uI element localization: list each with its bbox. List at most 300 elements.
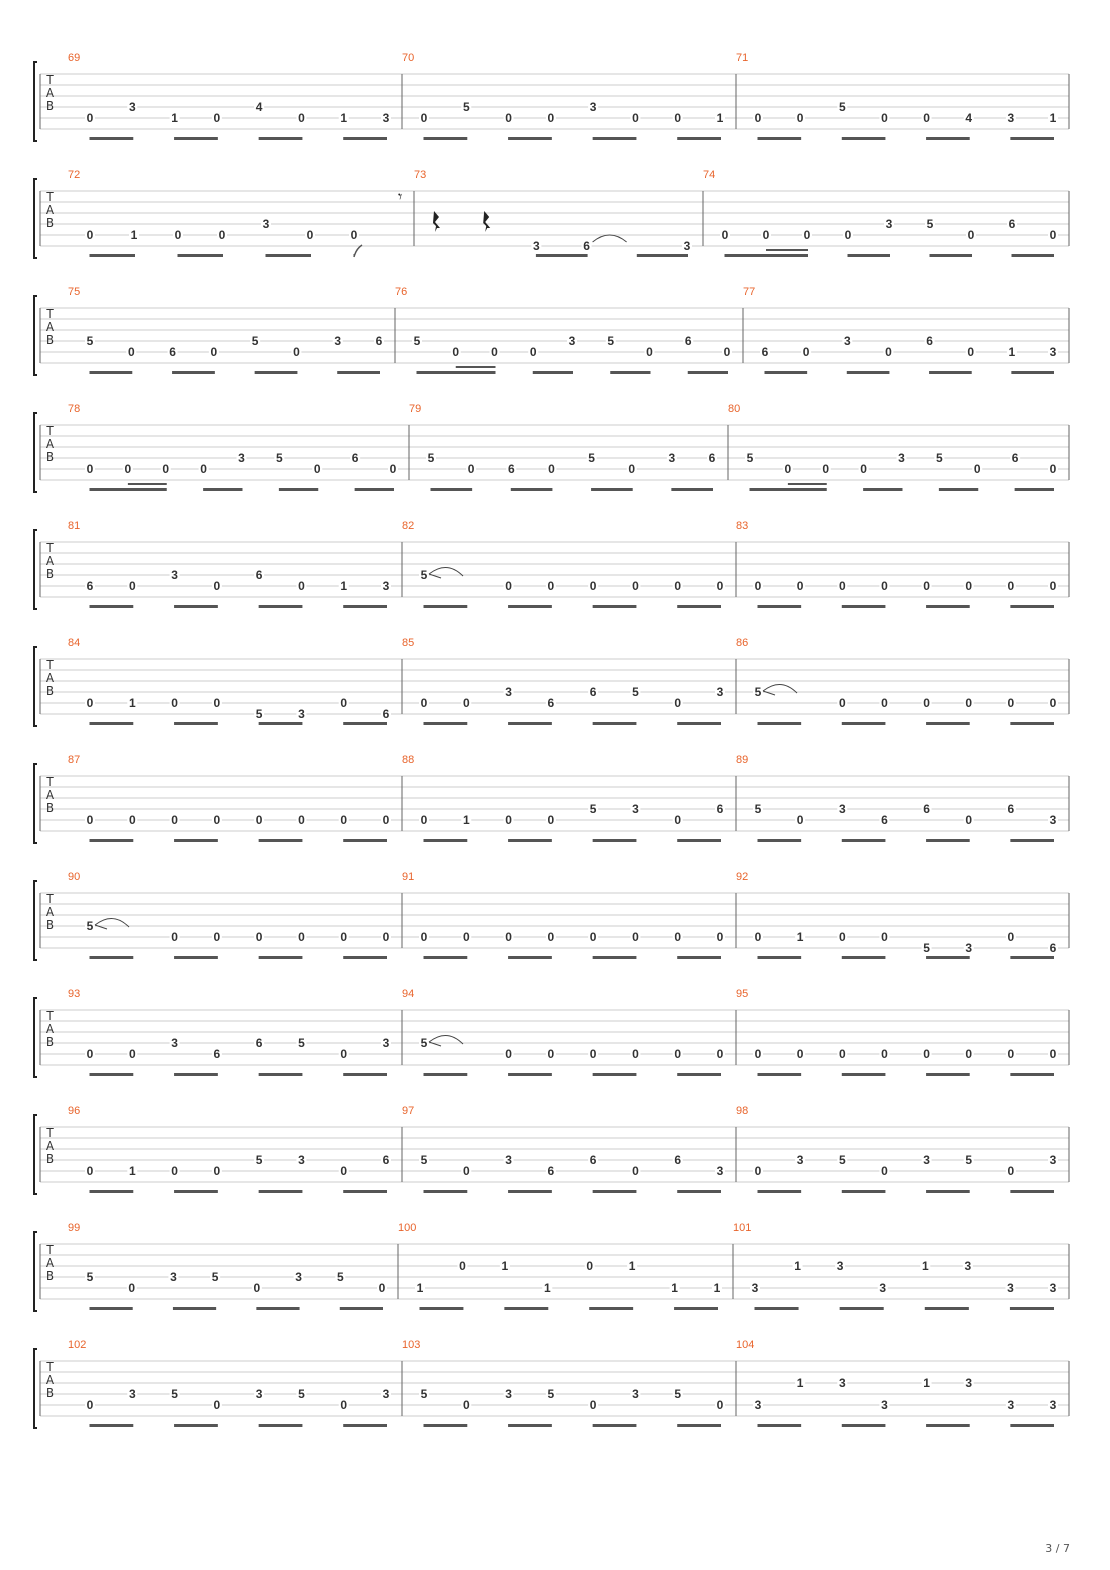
beam <box>175 722 218 725</box>
fret-number: 1 <box>713 1281 721 1295</box>
tab-clef-letter: B <box>45 1269 55 1283</box>
fret-number: 0 <box>420 930 428 944</box>
beam <box>175 1073 218 1076</box>
fret-number: 0 <box>293 345 300 359</box>
beam <box>675 1307 718 1310</box>
beam <box>725 254 808 257</box>
beam <box>178 254 223 257</box>
tab-clef-letter: T <box>46 190 54 204</box>
beam <box>1011 956 1054 959</box>
beam <box>533 371 573 374</box>
tab-clef-letter: A <box>45 905 55 919</box>
fret-number: 5 <box>746 451 754 465</box>
fret-number: 3 <box>965 941 973 955</box>
fret-number: 3 <box>589 100 597 114</box>
fret-number: 5 <box>298 1387 305 1401</box>
tab-clef-letter: T <box>46 541 54 555</box>
beam <box>340 1307 383 1310</box>
beam <box>424 956 467 959</box>
beam <box>173 371 215 374</box>
beam <box>259 1424 302 1427</box>
fret-number: 0 <box>298 111 305 125</box>
fret-number: 0 <box>885 345 892 359</box>
fret-number: 0 <box>838 930 846 944</box>
beam <box>175 839 218 842</box>
beam <box>678 839 721 842</box>
beam <box>593 1073 636 1076</box>
fret-number: 3 <box>885 217 893 231</box>
fret-number: 0 <box>796 111 804 125</box>
fret-number: 6 <box>382 1153 390 1167</box>
fret-number: 3 <box>171 568 178 582</box>
system-bracket <box>34 881 37 960</box>
measure-number: 81 <box>68 520 81 532</box>
beam <box>593 722 636 725</box>
beam <box>758 137 801 140</box>
fret-number: 0 <box>632 930 639 944</box>
fret-number: 6 <box>382 707 390 721</box>
fret-number: 0 <box>723 345 731 359</box>
beam <box>750 488 827 491</box>
fret-number: 0 <box>1007 1164 1015 1178</box>
fret-number: 3 <box>298 707 305 721</box>
fret-number: 5 <box>547 1387 555 1401</box>
fret-number: 0 <box>632 1164 639 1178</box>
fret-number: 0 <box>822 462 830 476</box>
fret-number: 3 <box>879 1281 887 1295</box>
fret-number: 0 <box>838 1047 846 1061</box>
fret-number: 1 <box>128 1164 136 1178</box>
tab-clef-letter: B <box>45 801 55 815</box>
fret-number: 0 <box>754 1047 762 1061</box>
fret-number: 0 <box>881 930 888 944</box>
tab-clef-letter: A <box>45 1256 55 1270</box>
measure-number: 83 <box>736 520 749 532</box>
fret-number: 0 <box>547 111 555 125</box>
fret-number: 6 <box>255 1036 263 1050</box>
beam <box>344 722 387 725</box>
beam <box>925 1307 969 1310</box>
beam <box>259 137 302 140</box>
fret-number: 1 <box>794 1259 801 1273</box>
beam <box>509 722 552 725</box>
tab-clef-letter: A <box>45 86 55 100</box>
tab-clef-letter: T <box>46 1360 54 1374</box>
fret-number: 0 <box>313 462 321 476</box>
fret-number: 3 <box>533 239 540 253</box>
fret-number: 6 <box>674 1153 682 1167</box>
beam <box>1011 605 1054 608</box>
fret-number: 0 <box>860 462 867 476</box>
fret-number: 3 <box>843 334 851 348</box>
fret-number: 0 <box>1007 579 1015 593</box>
fret-number: 0 <box>128 813 136 827</box>
fret-number: 0 <box>589 579 597 593</box>
measure-number: 99 <box>68 1222 81 1234</box>
fret-number: 6 <box>881 813 888 827</box>
fret-number: 1 <box>628 1259 636 1273</box>
fret-number: 0 <box>754 111 762 125</box>
fret-number: 0 <box>965 813 973 827</box>
fret-number: 0 <box>213 696 221 710</box>
system-bracket <box>34 530 37 609</box>
beam <box>842 605 885 608</box>
beam <box>338 371 380 374</box>
beam <box>678 1424 721 1427</box>
system-bracket <box>34 1232 37 1311</box>
measure-number: 86 <box>736 637 749 649</box>
beam <box>758 722 801 725</box>
fret-number: 5 <box>255 707 263 721</box>
measure-number: 87 <box>68 754 81 766</box>
tab-clef-letter: B <box>45 99 55 113</box>
fret-number: 1 <box>128 696 136 710</box>
fret-number: 0 <box>646 345 653 359</box>
fret-number: 0 <box>340 813 348 827</box>
fret-number: 0 <box>973 462 981 476</box>
tab-system <box>34 871 1069 960</box>
beam <box>688 371 728 374</box>
fret-number: 6 <box>1007 802 1015 816</box>
note-flag <box>354 245 362 257</box>
beam <box>593 1424 636 1427</box>
fret-number: 0 <box>1049 1047 1057 1061</box>
system-bracket <box>34 764 37 843</box>
beam <box>204 488 243 491</box>
beam <box>637 254 688 257</box>
measure-number: 101 <box>733 1222 752 1234</box>
beam <box>259 1190 302 1193</box>
fret-number: 3 <box>1049 1281 1057 1295</box>
fret-number: 0 <box>589 1398 597 1412</box>
fret-number: 0 <box>174 228 182 242</box>
fret-number: 5 <box>211 1270 219 1284</box>
tab-clef-letter: A <box>45 1373 55 1387</box>
system-bracket <box>34 296 37 375</box>
beam <box>1010 1307 1054 1310</box>
fret-number: 0 <box>86 696 94 710</box>
fret-number: 0 <box>505 813 512 827</box>
fret-number: 0 <box>86 462 94 476</box>
beam <box>344 1073 387 1076</box>
fret-number: 0 <box>128 1047 136 1061</box>
fret-number: 3 <box>881 1398 888 1412</box>
fret-number: 0 <box>298 579 305 593</box>
fret-number: 0 <box>255 813 263 827</box>
fret-number: 5 <box>420 568 428 582</box>
beam <box>509 137 552 140</box>
fret-number: 4 <box>255 100 263 114</box>
fret-number: 1 <box>501 1259 509 1273</box>
fret-number: 0 <box>213 813 221 827</box>
fret-number: 0 <box>881 696 888 710</box>
beam <box>431 488 472 491</box>
beam <box>424 1190 467 1193</box>
fret-number: 3 <box>716 1164 724 1178</box>
fret-number: 5 <box>420 1387 428 1401</box>
beam <box>344 1424 387 1427</box>
fret-number: 6 <box>1008 217 1016 231</box>
tab-system <box>34 52 1069 141</box>
beam <box>255 371 297 374</box>
beam <box>758 1424 801 1427</box>
fret-number: 0 <box>420 813 428 827</box>
measure-number: 104 <box>736 1339 755 1351</box>
fret-number: 3 <box>334 334 342 348</box>
fret-number: 6 <box>547 696 555 710</box>
fret-number: 0 <box>340 696 348 710</box>
fret-number: 3 <box>255 1387 263 1401</box>
beam <box>840 1307 884 1310</box>
beam <box>592 488 633 491</box>
beam <box>90 605 133 608</box>
quarter-rest <box>433 211 440 232</box>
fret-number: 3 <box>1049 1153 1057 1167</box>
fret-number: 0 <box>881 1164 888 1178</box>
beam <box>417 371 496 374</box>
beam <box>842 956 885 959</box>
fret-number: 0 <box>674 696 682 710</box>
tab-clef-letter: T <box>46 1009 54 1023</box>
fret-number: 0 <box>1007 696 1015 710</box>
fret-number: 3 <box>505 685 512 699</box>
fret-number: 0 <box>382 930 390 944</box>
fret-number: 0 <box>340 1047 348 1061</box>
tab-clef-letter: T <box>46 658 54 672</box>
quarter-rest <box>483 211 490 232</box>
fret-number: 0 <box>462 1398 470 1412</box>
fret-number: 0 <box>213 930 221 944</box>
beam <box>344 956 387 959</box>
tab-clef-letter: A <box>45 671 55 685</box>
beam <box>279 488 318 491</box>
system-bracket <box>34 998 37 1077</box>
fret-number: 5 <box>86 334 94 348</box>
beam <box>266 254 311 257</box>
beam <box>259 956 302 959</box>
sub-beam <box>766 249 808 251</box>
fret-number: 0 <box>716 1398 724 1412</box>
beam <box>758 605 801 608</box>
fret-number: 1 <box>1008 345 1016 359</box>
fret-number: 0 <box>213 111 221 125</box>
fret-number: 1 <box>796 930 804 944</box>
measure-number: 97 <box>402 1105 415 1117</box>
fret-number: 0 <box>881 579 888 593</box>
fret-number: 3 <box>238 451 245 465</box>
beam <box>424 722 467 725</box>
fret-number: 3 <box>1007 1281 1014 1295</box>
fret-number: 0 <box>754 1164 762 1178</box>
fret-number: 5 <box>420 1036 428 1050</box>
fret-number: 0 <box>547 813 555 827</box>
tab-clef-letter: B <box>45 216 55 230</box>
fret-number: 6 <box>169 345 176 359</box>
beam <box>175 956 218 959</box>
beam <box>424 137 467 140</box>
measure-number: 73 <box>414 169 427 181</box>
measure-number: 72 <box>68 169 81 181</box>
fret-number: 3 <box>1007 111 1015 125</box>
fret-number: 0 <box>171 1164 178 1178</box>
beam <box>420 1307 463 1310</box>
measure-number: 93 <box>68 988 81 1000</box>
fret-number: 3 <box>171 1036 178 1050</box>
tab-clef-letter: B <box>45 1035 55 1049</box>
beam <box>927 1424 970 1427</box>
fret-number: 3 <box>838 1376 846 1390</box>
fret-number: 0 <box>589 1047 597 1061</box>
tab-clef-letter: T <box>46 424 54 438</box>
page-number: 3 / 7 <box>1045 1542 1070 1555</box>
fret-number: 3 <box>632 1387 639 1401</box>
fret-number: 0 <box>253 1281 261 1295</box>
fret-number: 0 <box>632 1047 639 1061</box>
beam <box>927 1073 970 1076</box>
fret-number: 0 <box>124 462 132 476</box>
fret-number: 0 <box>1049 696 1057 710</box>
beam <box>257 1307 300 1310</box>
beam <box>344 605 387 608</box>
fret-number: 6 <box>923 802 930 816</box>
beam <box>259 1073 302 1076</box>
fret-number: 0 <box>674 111 682 125</box>
measure-number: 92 <box>736 871 749 883</box>
fret-number: 1 <box>130 228 138 242</box>
measure-number: 82 <box>402 520 415 532</box>
beam <box>90 137 133 140</box>
fret-number: 5 <box>420 1153 428 1167</box>
fret-number: 0 <box>389 462 397 476</box>
fret-number: 0 <box>1049 579 1057 593</box>
tab-clef-letter: B <box>45 333 55 347</box>
measure-number: 71 <box>736 52 749 64</box>
beam <box>842 137 885 140</box>
beam <box>927 722 970 725</box>
beam <box>509 956 552 959</box>
beam <box>344 137 387 140</box>
fret-number: 0 <box>923 579 930 593</box>
fret-number: 0 <box>762 228 770 242</box>
beam <box>424 1424 467 1427</box>
fret-number: 0 <box>213 1398 221 1412</box>
fret-number: 3 <box>1049 1398 1057 1412</box>
fret-number: 1 <box>671 1281 678 1295</box>
beam <box>927 956 970 959</box>
fret-number: 0 <box>796 579 804 593</box>
fret-number: 0 <box>674 1047 682 1061</box>
beam <box>90 254 135 257</box>
tab-system <box>34 1222 1069 1311</box>
fret-number: 0 <box>467 462 475 476</box>
fret-number: 1 <box>462 813 470 827</box>
system-bracket <box>34 413 37 492</box>
fret-number: 6 <box>1011 451 1019 465</box>
tab-clef-letter: B <box>45 1152 55 1166</box>
fret-number: 0 <box>967 228 975 242</box>
beam <box>1011 722 1054 725</box>
fret-number: 0 <box>213 579 221 593</box>
fret-number: 0 <box>505 930 512 944</box>
beam <box>758 956 801 959</box>
fret-number: 3 <box>568 334 576 348</box>
measure-number: 90 <box>68 871 81 883</box>
sub-beam <box>128 483 167 485</box>
fret-number: 0 <box>382 813 390 827</box>
beam <box>765 371 807 374</box>
fret-number: 6 <box>547 1164 555 1178</box>
fret-number: 0 <box>340 930 348 944</box>
fret-number: 0 <box>86 111 94 125</box>
system-bracket <box>34 647 37 726</box>
fret-number: 0 <box>674 813 682 827</box>
fret-number: 3 <box>716 685 724 699</box>
fret-number: 0 <box>674 930 682 944</box>
fret-number: 5 <box>607 334 615 348</box>
beam <box>344 839 387 842</box>
beam <box>1011 137 1054 140</box>
fret-number: 3 <box>128 1387 136 1401</box>
measure-number: 77 <box>743 286 756 298</box>
beam <box>424 605 467 608</box>
fret-number: 3 <box>382 111 390 125</box>
fret-number: 0 <box>923 111 930 125</box>
measure-number: 102 <box>68 1339 87 1351</box>
fret-number: 0 <box>200 462 207 476</box>
fret-number: 5 <box>754 802 762 816</box>
measure-number: 69 <box>68 52 81 64</box>
fret-number: 0 <box>838 579 846 593</box>
beam <box>842 722 885 725</box>
tab-clef-letter: T <box>46 1243 54 1257</box>
fret-number: 3 <box>898 451 905 465</box>
fret-number: 3 <box>923 1153 930 1167</box>
fret-number: 6 <box>589 1153 597 1167</box>
fret-number: 3 <box>295 1270 302 1284</box>
fret-number: 1 <box>923 1376 930 1390</box>
beam <box>672 488 713 491</box>
fret-number: 3 <box>632 802 639 816</box>
fret-number: 0 <box>171 813 178 827</box>
fret-number: 0 <box>529 345 537 359</box>
fret-number: 6 <box>255 568 263 582</box>
system-bracket <box>34 62 37 141</box>
beam <box>590 1307 633 1310</box>
sub-beam <box>788 483 827 485</box>
fret-number: 0 <box>838 696 846 710</box>
fret-number: 3 <box>965 1376 973 1390</box>
fret-number: 3 <box>128 100 136 114</box>
fret-number: 3 <box>668 451 676 465</box>
measure-number: 78 <box>68 403 81 415</box>
fret-number: 5 <box>413 334 421 348</box>
fret-number: 0 <box>491 345 498 359</box>
fret-number: 6 <box>507 462 515 476</box>
beam <box>593 605 636 608</box>
fret-number: 3 <box>1007 1398 1015 1412</box>
fret-number: 0 <box>586 1259 594 1273</box>
tab-clef-letter: T <box>46 775 54 789</box>
fret-number: 0 <box>547 579 555 593</box>
measure-number: 75 <box>68 286 81 298</box>
fret-number: 5 <box>276 451 283 465</box>
measure-number: 85 <box>402 637 415 649</box>
fret-number: 6 <box>583 239 590 253</box>
beam <box>1015 488 1054 491</box>
fret-number: 6 <box>1049 941 1057 955</box>
beam <box>344 1190 387 1193</box>
beam <box>90 371 132 374</box>
